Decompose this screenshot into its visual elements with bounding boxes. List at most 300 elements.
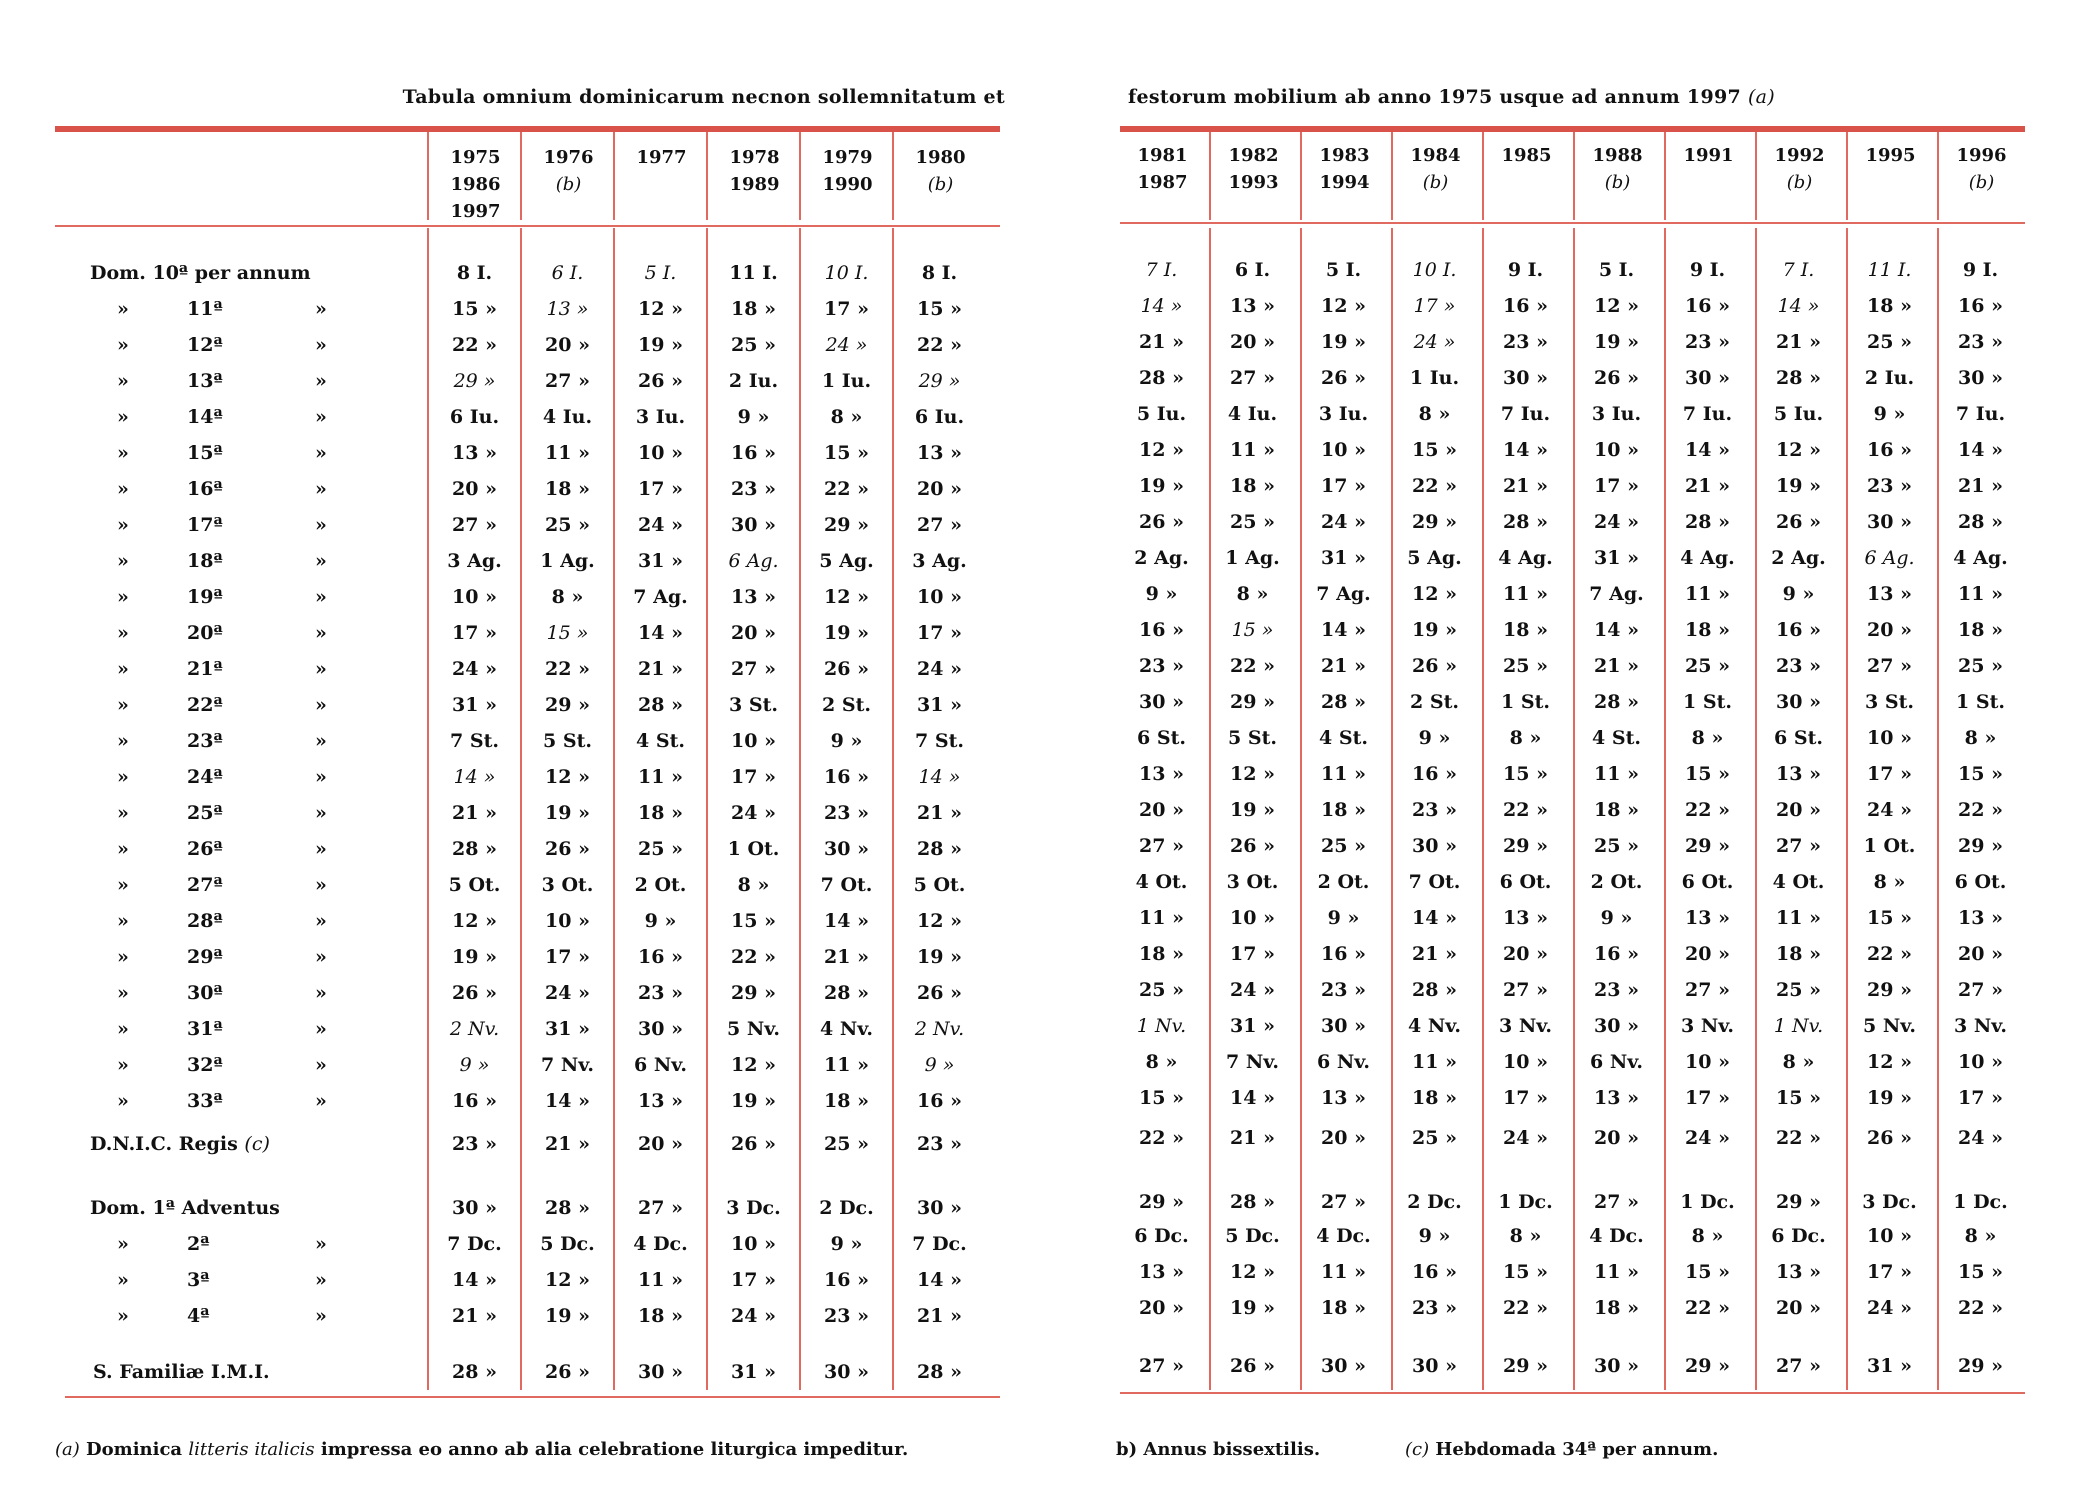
date-cell: 8 » — [1509, 727, 1542, 749]
date-cell: 17 » — [1413, 295, 1456, 317]
date-cell: 28 » — [1139, 367, 1184, 389]
row-label: Dom. 1ª Adventus — [90, 1197, 280, 1219]
date-cell: 4 St. — [1319, 727, 1368, 749]
date-cell: 25 » — [1139, 979, 1184, 1001]
date-cell: 5 Ag. — [1407, 547, 1462, 569]
row-label — [90, 1133, 270, 1155]
date-cell: 20 » — [1503, 943, 1548, 965]
date-cell: 11 » — [824, 1054, 869, 1076]
date-cell: 26 » — [917, 982, 962, 1004]
date-cell: 29 » — [1503, 835, 1548, 857]
date-cell: 27 » — [917, 514, 962, 536]
date-cell: 1 St. — [1683, 691, 1732, 713]
date-cell: 2 Iu. — [1864, 367, 1915, 389]
date-cell: 13 » — [1321, 1087, 1366, 1109]
ditto-mark: » — [315, 694, 327, 716]
date-cell: 20 » — [545, 334, 590, 356]
date-cell: 21 » — [917, 802, 962, 824]
ditto-mark: » — [117, 370, 129, 392]
ditto-mark: » — [315, 1018, 327, 1040]
ditto-mark: » — [117, 1018, 129, 1040]
ditto-mark: » — [315, 550, 327, 572]
date-cell: 14 » — [1230, 1087, 1275, 1109]
year-header-line: 1981 — [1137, 145, 1188, 166]
date-cell: 18 » — [638, 1305, 683, 1327]
date-cell: 25 » — [1685, 655, 1730, 677]
ditto-mark: » — [315, 1269, 327, 1291]
ordinal-number: 30ª — [187, 982, 223, 1004]
ditto-mark: » — [117, 1233, 129, 1255]
date-cell: 12 » — [1230, 763, 1275, 785]
footnote-c — [1405, 1439, 1718, 1460]
year-header — [1393, 142, 1478, 196]
date-cell: 21 » — [1594, 655, 1639, 677]
left-header-rule — [55, 225, 1000, 227]
footnote-text: Hebdomada 34ª per annum. — [1429, 1439, 1719, 1460]
date-cell: 5 Ag. — [819, 550, 874, 572]
date-cell: 10 » — [731, 1233, 776, 1255]
date-cell: 11 I. — [1867, 259, 1912, 281]
date-cell: 24 » — [731, 1305, 776, 1327]
date-cell: 18 » — [1503, 619, 1548, 641]
year-header — [712, 144, 797, 198]
date-cell: 15 » — [917, 298, 962, 320]
date-cell: 17 » — [731, 1269, 776, 1291]
date-cell: 17 » — [452, 622, 497, 644]
date-cell: 16 » — [638, 946, 683, 968]
date-cell: 11 » — [1412, 1051, 1457, 1073]
left-column-divider — [706, 132, 708, 220]
date-cell: 25 » — [731, 334, 776, 356]
date-cell: 21 » — [1230, 1127, 1275, 1149]
date-cell: 2 Nv. — [914, 1018, 965, 1040]
ordinal-number: 32ª — [187, 1054, 223, 1076]
date-cell: 6 Nv. — [1317, 1051, 1370, 1073]
date-cell: 8 » — [1691, 1225, 1724, 1247]
ditto-mark: » — [117, 298, 129, 320]
date-cell: 8 I. — [921, 262, 958, 284]
date-cell: 29 » — [1230, 691, 1275, 713]
ditto-mark: » — [117, 694, 129, 716]
date-cell: 1 Ag. — [1225, 547, 1280, 569]
date-cell: 7 Iu. — [1500, 403, 1551, 425]
date-cell: 29 » — [918, 370, 961, 392]
year-header-line: 1987 — [1137, 172, 1188, 193]
date-cell: 25 » — [1321, 835, 1366, 857]
date-cell: 2 Dc. — [819, 1197, 874, 1219]
date-cell: 5 Dc. — [540, 1233, 595, 1255]
date-cell: 18 » — [545, 478, 590, 500]
footnote-text: impressa eo anno ab alia celebratione liturgica impeditur. — [314, 1439, 909, 1460]
date-cell: 19 » — [1230, 799, 1275, 821]
date-cell: 28 » — [1685, 511, 1730, 533]
date-cell: 28 » — [1230, 1191, 1275, 1213]
date-cell: 14 » — [1594, 619, 1639, 641]
footnote-text: Dominica — [79, 1439, 189, 1460]
date-cell: 20 » — [731, 622, 776, 644]
date-cell: 13 » — [1503, 907, 1548, 929]
date-cell: 13 » — [1139, 763, 1184, 785]
year-header-line: 1989 — [729, 174, 780, 195]
date-cell: 20 » — [1867, 619, 1912, 641]
date-cell: 1 Dc. — [1498, 1191, 1553, 1213]
date-cell: 29 » — [1139, 1191, 1184, 1213]
date-cell: 2 St. — [822, 694, 871, 716]
date-cell: 20 » — [638, 1133, 683, 1155]
date-cell: 24 » — [638, 514, 683, 536]
date-cell: 3 Iu. — [1591, 403, 1642, 425]
date-cell: 27 » — [1776, 835, 1821, 857]
date-cell: 22 » — [1503, 799, 1548, 821]
date-cell: 28 » — [1503, 511, 1548, 533]
date-cell: 19 » — [731, 1090, 776, 1112]
date-cell: 2 Dc. — [1407, 1191, 1462, 1213]
date-cell: 15 » — [1958, 1261, 2003, 1283]
date-cell: 15 » — [1139, 1087, 1184, 1109]
date-cell: 16 » — [1321, 943, 1366, 965]
date-cell: 25 » — [1594, 835, 1639, 857]
year-header-line: 1995 — [1865, 145, 1916, 166]
date-cell: 5 Nv. — [727, 1018, 780, 1040]
date-cell: 30 » — [1412, 1355, 1457, 1377]
date-cell: 12 » — [545, 1269, 590, 1291]
date-cell: 1 St. — [1956, 691, 2005, 713]
ordinal-number: 3ª — [187, 1269, 210, 1291]
date-cell: 30 » — [917, 1197, 962, 1219]
date-cell: 27 » — [638, 1197, 683, 1219]
ditto-mark: » — [117, 982, 129, 1004]
year-header-line: 1992 — [1774, 145, 1825, 166]
ditto-mark: » — [117, 334, 129, 356]
date-cell: 20 » — [1594, 1127, 1639, 1149]
year-header — [1939, 142, 2024, 196]
ditto-mark: » — [315, 874, 327, 896]
date-cell: 30 » — [1776, 691, 1821, 713]
ordinal-number: 2ª — [187, 1233, 210, 1255]
date-cell: 8 » — [1691, 727, 1724, 749]
left-column-divider — [613, 228, 615, 1390]
date-cell: 7 Ot. — [820, 874, 873, 896]
date-cell: 21 » — [1685, 475, 1730, 497]
date-cell: 4 Dc. — [1316, 1225, 1371, 1247]
date-cell: 11 » — [1230, 439, 1275, 461]
date-cell: 14 » — [824, 910, 869, 932]
date-cell: 24 » — [545, 982, 590, 1004]
date-cell: 14 » — [1503, 439, 1548, 461]
year-header-line: 1984 — [1410, 145, 1461, 166]
date-cell: 18 » — [1139, 943, 1184, 965]
date-cell: 29 » — [1958, 835, 2003, 857]
date-cell: 11 » — [1503, 583, 1548, 605]
ditto-mark: » — [117, 766, 129, 788]
year-header — [805, 144, 890, 198]
date-cell: 5 St. — [1228, 727, 1277, 749]
date-cell: 31 » — [1867, 1355, 1912, 1377]
ordinal-number: 21ª — [187, 658, 223, 680]
year-header — [1120, 142, 1205, 196]
date-cell: 8 » — [1236, 583, 1269, 605]
date-cell: 30 » — [1867, 511, 1912, 533]
date-cell: 8 » — [1145, 1051, 1178, 1073]
year-header — [1575, 142, 1660, 196]
date-cell: 7 Dc. — [447, 1233, 502, 1255]
date-cell: 21 » — [545, 1133, 590, 1155]
date-cell: 18 » — [1412, 1087, 1457, 1109]
date-cell: 3 Ot. — [1226, 871, 1279, 893]
date-cell: 24 » — [452, 658, 497, 680]
title-note: (a) — [1747, 86, 1775, 108]
date-cell: 20 » — [452, 478, 497, 500]
ordinal-number: 24ª — [187, 766, 223, 788]
ordinal-number: 22ª — [187, 694, 223, 716]
date-cell: 7 Iu. — [1955, 403, 2006, 425]
left-top-rule — [55, 126, 1000, 132]
date-cell: 8 » — [1782, 1051, 1815, 1073]
title-text: festorum mobilium ab anno 1975 usque ad annum 1997 — [1128, 86, 1748, 108]
date-cell: 8 » — [737, 874, 770, 896]
date-cell: 12 » — [917, 910, 962, 932]
date-cell: 15 » — [1412, 439, 1457, 461]
date-cell: 17 » — [545, 946, 590, 968]
date-cell: 9 I. — [1507, 259, 1544, 281]
date-cell: 31 » — [1230, 1015, 1275, 1037]
date-cell: 30 » — [1139, 691, 1184, 713]
date-cell: 3 Nv. — [1954, 1015, 2007, 1037]
date-cell: 27 » — [1958, 979, 2003, 1001]
date-cell: 13 » — [1685, 907, 1730, 929]
date-cell: 25 » — [824, 1133, 869, 1155]
left-column-divider — [892, 132, 894, 220]
date-cell: 24 » — [1958, 1127, 2003, 1149]
date-cell: 14 » — [1321, 619, 1366, 641]
date-cell: 10 » — [1958, 1051, 2003, 1073]
date-cell: 9 » — [830, 730, 863, 752]
date-cell: 11 » — [1321, 1261, 1366, 1283]
date-cell: 8 » — [830, 406, 863, 428]
ordinal-number: 31ª — [187, 1018, 223, 1040]
date-cell: 21 » — [824, 946, 869, 968]
date-cell: 19 » — [1776, 475, 1821, 497]
date-cell: 16 » — [1503, 295, 1548, 317]
date-cell: 13 » — [1958, 907, 2003, 929]
date-cell: 13 » — [452, 442, 497, 464]
date-cell: 17 » — [1230, 943, 1275, 965]
ordinal-number: 20ª — [187, 622, 223, 644]
ditto-mark: » — [117, 1054, 129, 1076]
date-cell: 23 » — [1594, 979, 1639, 1001]
date-cell: 26 » — [824, 658, 869, 680]
year-header-line: 1985 — [1501, 145, 1552, 166]
date-cell: 9 » — [1418, 1225, 1451, 1247]
date-cell: 9 » — [924, 1054, 955, 1076]
date-cell: 18 » — [1685, 619, 1730, 641]
year-header-line: 1982 — [1228, 145, 1279, 166]
date-cell: 25 » — [1867, 331, 1912, 353]
date-cell: 6 Iu. — [449, 406, 500, 428]
date-cell: 7 St. — [915, 730, 964, 752]
date-cell: 27 » — [452, 514, 497, 536]
date-cell: 19 » — [638, 334, 683, 356]
date-cell: 14 » — [1412, 907, 1457, 929]
date-cell: 8 » — [1964, 727, 1997, 749]
ordinal-number: 13ª — [187, 370, 223, 392]
date-cell: 19 » — [1139, 475, 1184, 497]
date-cell: 21 » — [917, 1305, 962, 1327]
left-column-divider — [520, 228, 522, 1390]
date-cell: 27 » — [1685, 979, 1730, 1001]
date-cell: 21 » — [452, 802, 497, 824]
date-cell: 1 Nv. — [1136, 1015, 1187, 1037]
date-cell: 5 St. — [543, 730, 592, 752]
date-cell: 25 » — [545, 514, 590, 536]
left-page-title: Tabula omnium dominicarum necnon sollemnitatum et — [402, 86, 1005, 108]
date-cell: 5 Dc. — [1225, 1225, 1280, 1247]
date-cell: 30 » — [452, 1197, 497, 1219]
date-cell: 14 » — [545, 1090, 590, 1112]
date-cell: 6 Nv. — [634, 1054, 687, 1076]
date-cell: 5 I. — [644, 262, 677, 284]
date-cell: 28 » — [1776, 367, 1821, 389]
date-cell: 22 » — [1776, 1127, 1821, 1149]
date-cell: 10 » — [1594, 439, 1639, 461]
left-column-divider — [706, 228, 708, 1390]
date-cell: 27 » — [1139, 1355, 1184, 1377]
ditto-mark: » — [117, 406, 129, 428]
date-cell: 10 » — [1685, 1051, 1730, 1073]
date-cell: 12 » — [824, 586, 869, 608]
ditto-mark: » — [117, 478, 129, 500]
date-cell: 16 » — [1139, 619, 1184, 641]
date-cell: 22 » — [824, 478, 869, 500]
date-cell: 12 » — [1867, 1051, 1912, 1073]
year-header-line: 1978 — [729, 147, 780, 168]
date-cell: 10 » — [452, 586, 497, 608]
date-cell: 26 » — [1139, 511, 1184, 533]
ditto-mark: » — [315, 982, 327, 1004]
date-cell: 13 » — [1776, 763, 1821, 785]
date-cell: 18 » — [1321, 1297, 1366, 1319]
date-cell: 6 Ot. — [1681, 871, 1734, 893]
date-cell: 16 » — [917, 1090, 962, 1112]
date-cell: 15 » — [1776, 1087, 1821, 1109]
date-cell: 6 I. — [1234, 259, 1271, 281]
date-cell: 7 Ag. — [633, 586, 688, 608]
date-cell: 18 » — [1321, 799, 1366, 821]
footnote-text: litteris italicis — [188, 1439, 315, 1460]
date-cell: 22 » — [1503, 1297, 1548, 1319]
footnote-a — [55, 1439, 908, 1460]
ditto-mark: » — [117, 730, 129, 752]
year-header-line: 1977 — [636, 147, 687, 168]
date-cell: 7 Iu. — [1682, 403, 1733, 425]
date-cell: 18 » — [1776, 943, 1821, 965]
date-cell: 12 » — [1321, 295, 1366, 317]
date-cell: 31 » — [545, 1018, 590, 1040]
date-cell: 27 » — [1867, 655, 1912, 677]
date-cell: 9 » — [737, 406, 770, 428]
date-cell: 6 Ag. — [728, 550, 779, 572]
date-cell: 27 » — [1321, 1191, 1366, 1213]
date-cell: 9 » — [1418, 727, 1451, 749]
date-cell: 30 » — [1503, 367, 1548, 389]
ditto-mark: » — [315, 370, 327, 392]
date-cell: 24 » — [1321, 511, 1366, 533]
left-column-divider — [613, 132, 615, 220]
year-header-line: (b) — [1604, 172, 1631, 193]
right-bottom-rule — [1120, 1392, 2025, 1394]
ordinal-number: 16ª — [187, 478, 223, 500]
date-cell: 21 » — [1776, 331, 1821, 353]
date-cell: 6 St. — [1137, 727, 1186, 749]
date-cell: 27 » — [1230, 367, 1275, 389]
date-cell: 16 » — [731, 442, 776, 464]
ordinal-number: 25ª — [187, 802, 223, 824]
date-cell: 13 » — [1776, 1261, 1821, 1283]
date-cell: 18 » — [731, 298, 776, 320]
date-cell: 27 » — [731, 658, 776, 680]
date-cell: 26 » — [1776, 511, 1821, 533]
ditto-mark: » — [315, 838, 327, 860]
date-cell: 4 Ag. — [1680, 547, 1735, 569]
date-cell: 23 » — [1412, 799, 1457, 821]
year-header-line: 1979 — [822, 147, 873, 168]
date-cell: 25 » — [1776, 979, 1821, 1001]
date-cell: 26 » — [638, 370, 683, 392]
ditto-mark: » — [315, 514, 327, 536]
date-cell: 4 Dc. — [633, 1233, 688, 1255]
date-cell: 17 » — [1321, 475, 1366, 497]
date-cell: 5 Iu. — [1136, 403, 1187, 425]
date-cell: 10 I. — [1412, 259, 1457, 281]
date-cell: 22 » — [731, 946, 776, 968]
date-cell: 28 » — [452, 1361, 497, 1383]
date-cell: 28 » — [917, 838, 962, 860]
date-cell: 15 » — [1867, 907, 1912, 929]
ditto-mark: » — [315, 334, 327, 356]
date-cell: 17 » — [1867, 763, 1912, 785]
ditto-mark: » — [315, 622, 327, 644]
row-label: Dom. 10ª per annum — [90, 262, 311, 284]
date-cell: 10 » — [1230, 907, 1275, 929]
ordinal-number: 26ª — [187, 838, 223, 860]
date-cell: 10 » — [1867, 1225, 1912, 1247]
date-cell: 28 » — [824, 982, 869, 1004]
date-cell: 1 Iu. — [1409, 367, 1460, 389]
date-cell: 26 » — [1230, 1355, 1275, 1377]
date-cell: 7 Nv. — [1226, 1051, 1279, 1073]
date-cell: 2 Ot. — [634, 874, 687, 896]
date-cell: 16 » — [1776, 619, 1821, 641]
date-cell: 27 » — [1776, 1355, 1821, 1377]
date-cell: 20 » — [1139, 1297, 1184, 1319]
date-cell: 11 I. — [729, 262, 778, 284]
row-label-note: (c) — [244, 1133, 270, 1155]
ditto-mark: » — [315, 298, 327, 320]
date-cell: 11 » — [1321, 763, 1366, 785]
date-cell: 16 » — [824, 1269, 869, 1291]
date-cell: 22 » — [545, 658, 590, 680]
date-cell: 30 » — [1594, 1015, 1639, 1037]
date-cell: 9 I. — [1962, 259, 1999, 281]
date-cell: 1 Ot. — [727, 838, 780, 860]
date-cell: 28 » — [1412, 979, 1457, 1001]
ditto-mark: » — [315, 406, 327, 428]
date-cell: 14 » — [1140, 295, 1183, 317]
date-cell: 10 » — [1867, 727, 1912, 749]
ditto-mark: » — [315, 478, 327, 500]
date-cell: 17 » — [1594, 475, 1639, 497]
date-cell: 5 I. — [1598, 259, 1635, 281]
